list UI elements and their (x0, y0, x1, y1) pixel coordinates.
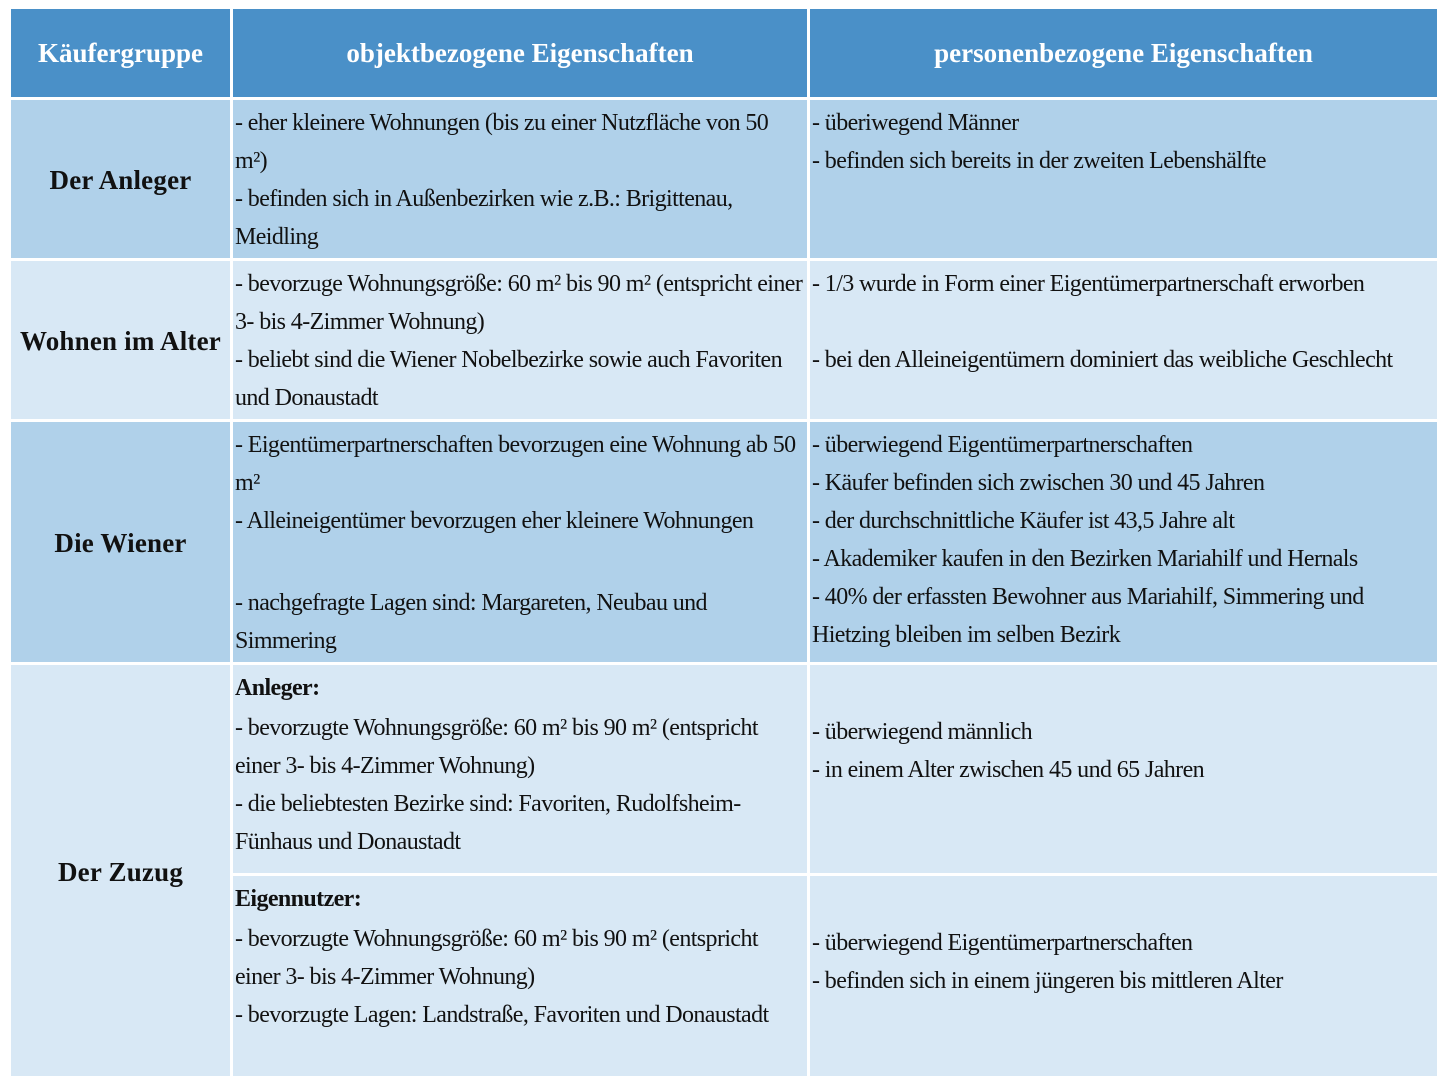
person-line: - bei den Alleineigentümern dominiert das weibliche Geschlecht (812, 347, 1393, 373)
objekt-line: - bevorzugte Lagen: Landstraße, Favoriten und Donaustadt (235, 1002, 769, 1028)
spacer (812, 303, 1435, 341)
person-line: - 1/3 wurde in Form einer Eigentümerpartnerschaft erworben (812, 271, 1365, 297)
person-line: - überwiegend Eigentümerpartnerschaften (812, 432, 1193, 458)
objekt-cell-wiener (233, 422, 807, 662)
objekt-line: - Eigentümerpartnerschaften bevorzugen eine Wohnung ab 50 m² (235, 432, 796, 496)
subgroup-label-anleger: Anleger: (235, 675, 320, 701)
buyer-groups-table (8, 6, 1440, 1079)
group-wiener: Die Wiener (11, 422, 230, 662)
table-row-anleger (11, 100, 1437, 258)
objekt-line: - bevorzuge Wohnungsgröße: 60 m² bis 90 m² (entspricht einer 3- bis 4-Zimmer Wohnung) (235, 271, 803, 335)
objekt-line: - bevorzugte Wohnungsgröße: 60 m² bis 90 m² (entspricht einer 3- bis 4-Zimmer Wohnung) (235, 715, 758, 779)
group-anleger: Der Anleger (11, 100, 230, 258)
objekt-cell-alter (233, 261, 807, 419)
group-alter: Wohnen im Alter (11, 261, 230, 419)
person-line: - befinden sich bereits in der zweiten Lebenshälfte (812, 148, 1266, 174)
objekt-line: - bevorzugte Wohnungsgröße: 60 m² bis 90 m² (entspricht einer 3- bis 4-Zimmer Wohnung) (235, 926, 758, 990)
person-line: - überiwegend Männer (812, 110, 1019, 136)
person-line: - Akademiker kaufen in den Bezirken Mariahilf und Hernals (812, 546, 1358, 572)
person-line: - überwiegend Eigentümerpartnerschaften (812, 930, 1193, 956)
person-line: - der durchschnittliche Käufer ist 43,5 Jahre alt (812, 508, 1235, 534)
objekt-line: - nachgefragte Lagen sind: Margareten, Neubau und Simmering (235, 590, 707, 654)
person-cell-wiener (810, 422, 1437, 662)
person-line: - befinden sich in einem jüngeren bis mittleren Alter (812, 968, 1283, 994)
table-row-wiener (11, 422, 1437, 662)
objekt-line: - befinden sich in Außenbezirken wie z.B.: Brigittenau, Meidling (235, 186, 733, 250)
person-line: - 40% der erfassten Bewohner aus Mariahilf, Simmering und Hietzing bleiben im selben Bezirk (812, 584, 1364, 648)
objekt-cell-zuzug-anleger (233, 665, 807, 873)
person-line: - Käufer befinden sich zwischen 30 und 45 Jahren (812, 470, 1265, 496)
person-line: - überwiegend männlich (812, 719, 1033, 745)
header-personenbezogen: personenbezogene Eigenschaften (810, 9, 1437, 97)
objekt-cell-anleger (233, 100, 807, 258)
objekt-line: - beliebt sind die Wiener Nobelbezirke sowie auch Favoriten und Donaustadt (235, 347, 782, 411)
objekt-cell-zuzug-eigennutzer (233, 876, 807, 1076)
table-row-alter (11, 261, 1437, 419)
person-cell-alter (810, 261, 1437, 419)
spacer (812, 880, 1435, 924)
person-cell-zuzug-anleger (810, 665, 1437, 873)
table-row-zuzug-anleger (11, 665, 1437, 873)
objekt-line: - die beliebtesten Bezirke sind: Favoriten, Rudolfsheim-Fünhaus und Donaustadt (235, 791, 741, 855)
person-cell-anleger (810, 100, 1437, 258)
person-cell-zuzug-eigennutzer (810, 876, 1437, 1076)
objekt-line: - Alleineigentümer bevorzugen eher kleinere Wohnungen (235, 508, 754, 534)
subgroup-label-eigennutzer: Eigennutzer: (235, 886, 362, 912)
group-zuzug: Der Zuzug (11, 665, 230, 1076)
spacer (235, 540, 805, 584)
spacer (812, 669, 1435, 713)
header-objektbezogen: objektbezogene Eigenschaften (233, 9, 807, 97)
header-row (11, 9, 1437, 97)
objekt-line: - eher kleinere Wohnungen (bis zu einer Nutzfläche von 50 m²) (235, 110, 769, 174)
person-line: - in einem Alter zwischen 45 und 65 Jahren (812, 757, 1205, 783)
header-kaeufergruppe: Käufergruppe (11, 9, 230, 97)
